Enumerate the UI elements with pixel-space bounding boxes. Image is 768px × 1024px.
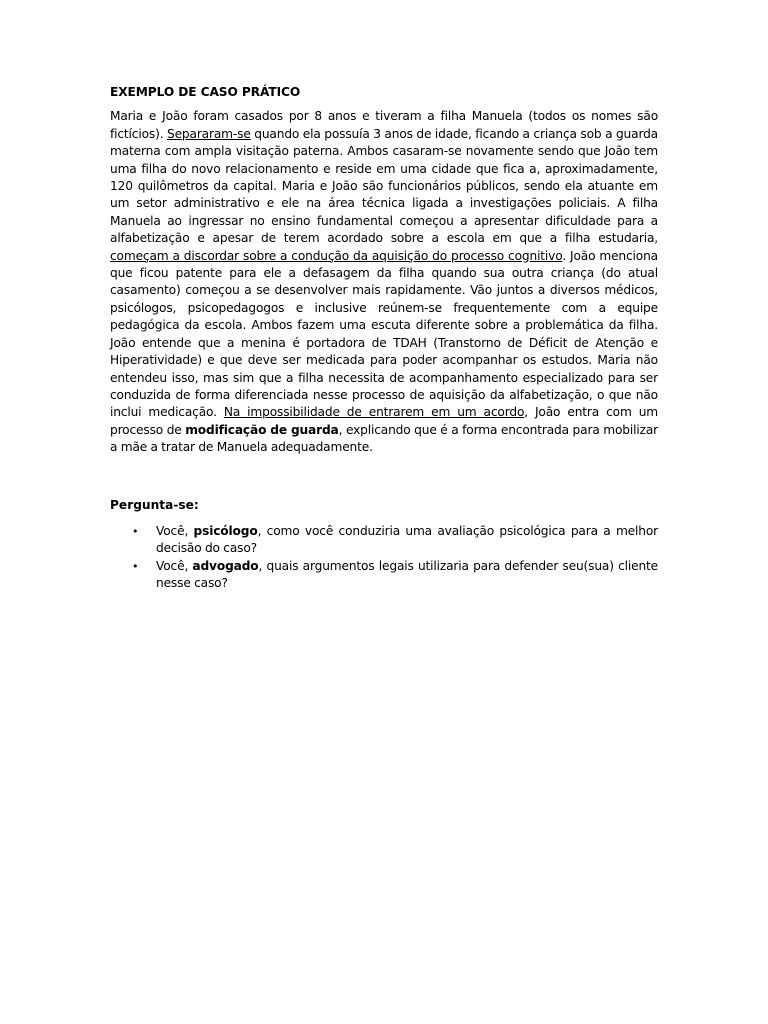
text-run: quando ela possuía 3 anos de idade, ficando a criança sob a guarda materna com ampla visitação paterna. Ambos casaram-se novamente sendo que João tem uma filha do novo relacionamento e reside em uma cidade que fica a, aproximadamente, 120 quilômetros da capital. Maria e João são funcionários públicos, sendo ela atuante em um setor administrativo e ele na área técnica ligada a investigações policiais. A filha Manuela ao ingressar no ensino fundamental começou a apresentar dificuldade para a alfabetização e apesar de terem acordado sobre a escola em que a filha estudaria,	[110, 126, 658, 246]
case-paragraph	[110, 108, 658, 456]
bold-text: psicólogo	[193, 523, 258, 538]
text-run: , como você conduziria uma avaliação psicológica para a melhor decisão do caso?	[156, 523, 659, 556]
text-run: , João entra com um processo de	[110, 405, 658, 437]
text-run: , quais argumentos legais utilizaria para defender seu(sua) cliente nesse caso?	[156, 558, 658, 591]
underlined-text: começam a discordar sobre a condução da aquisição do processo cognitivo	[110, 248, 563, 263]
bullet-icon: •	[132, 524, 139, 538]
questions-list	[110, 523, 658, 593]
bullet-icon: •	[132, 559, 139, 573]
document-title: EXEMPLO DE CASO PRÁTICO	[110, 85, 301, 99]
bold-text: modificação de guarda	[185, 422, 339, 437]
text-run: Maria e João foram casados por 8 anos e tiveram a filha Manuela (todos os nomes são fictícios).	[110, 109, 658, 141]
questions-heading: Pergunta-se:	[110, 497, 199, 512]
document-page	[110, 84, 658, 593]
text-run: , explicando que é a forma encontrada para mobilizar a mãe a tratar de Manuela adequadamente.	[110, 422, 658, 455]
text-run: Você,	[156, 523, 194, 538]
text-run: Você,	[156, 558, 193, 573]
question-item	[132, 558, 658, 593]
underlined-text: Na impossibilidade de entrarem em um acordo	[223, 405, 525, 420]
underlined-text: Separaram-se	[166, 126, 251, 141]
bold-text: advogado	[192, 558, 259, 573]
text-run: . João menciona que ficou patente para ele a defasagem da filha quando sua outra criança (do atual casamento) começou a se desenvolver mais rapidamente. Vão juntos a diversos médicos, psicólogos, psicopedagogos e inclusive reúnem-se frequentemente com a equipe pedagógica da escola. Ambos fazem uma escuta diferente sobre a problemática da filha. João entende que a menina é portadora de TDAH (Transtorno de Déficit de Atenção e Hiperatividade) e que deve ser medicada para poder acompanhar os estudos. Maria não entendeu isso, mas sim que a filha necessita de acompanhamento especializado para ser conduzida de forma diferenciada nesse processo de aquisição da alfabetização, o que não inclui medicação.	[110, 248, 658, 420]
question-item	[132, 523, 659, 558]
